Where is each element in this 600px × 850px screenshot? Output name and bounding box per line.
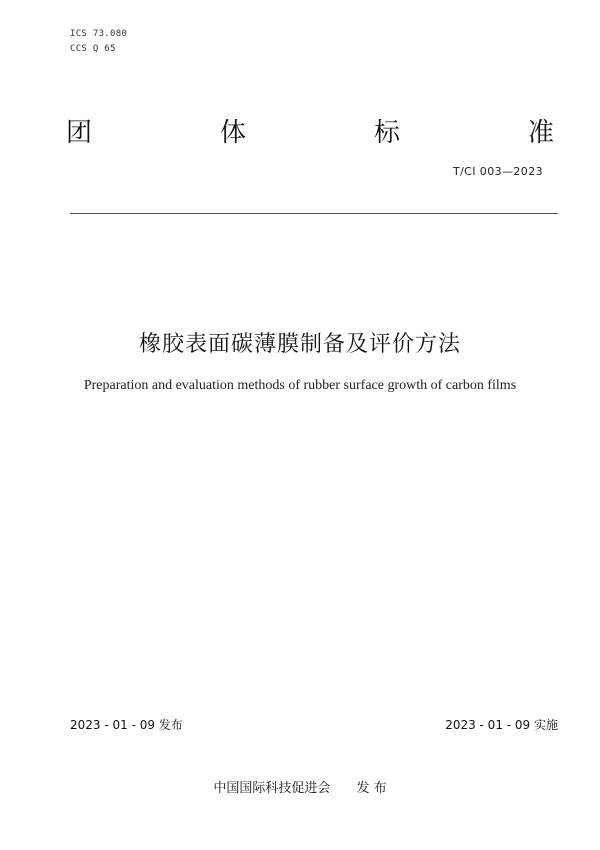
document-title-chinese: 橡胶表面碳薄膜制备及评价方法 <box>138 332 461 357</box>
ccs-code: CCS Q 65 <box>70 44 116 54</box>
standard-number: T/CI 003—2023 <box>452 165 543 178</box>
header-divider <box>70 213 558 214</box>
ics-code: ICS 73.080 <box>70 29 128 39</box>
publisher-name: 中国国际科技促进会 <box>213 781 331 796</box>
standard-type-heading <box>66 112 554 149</box>
standard-type-char: 团 <box>66 118 93 148</box>
document-title-english: Preparation and evaluation methods of rubber surface growth of carbon films <box>83 378 517 393</box>
standard-type-char: 准 <box>527 118 554 148</box>
issue-date: 2023 - 01 - 09 发布 <box>70 718 183 732</box>
standard-type-char: 标 <box>373 118 400 148</box>
publisher-verb: 发 布 <box>356 781 387 796</box>
standard-type-char: 体 <box>219 118 246 148</box>
implementation-date: 2023 - 01 - 09 实施 <box>445 718 558 732</box>
publisher-line <box>0 777 600 796</box>
